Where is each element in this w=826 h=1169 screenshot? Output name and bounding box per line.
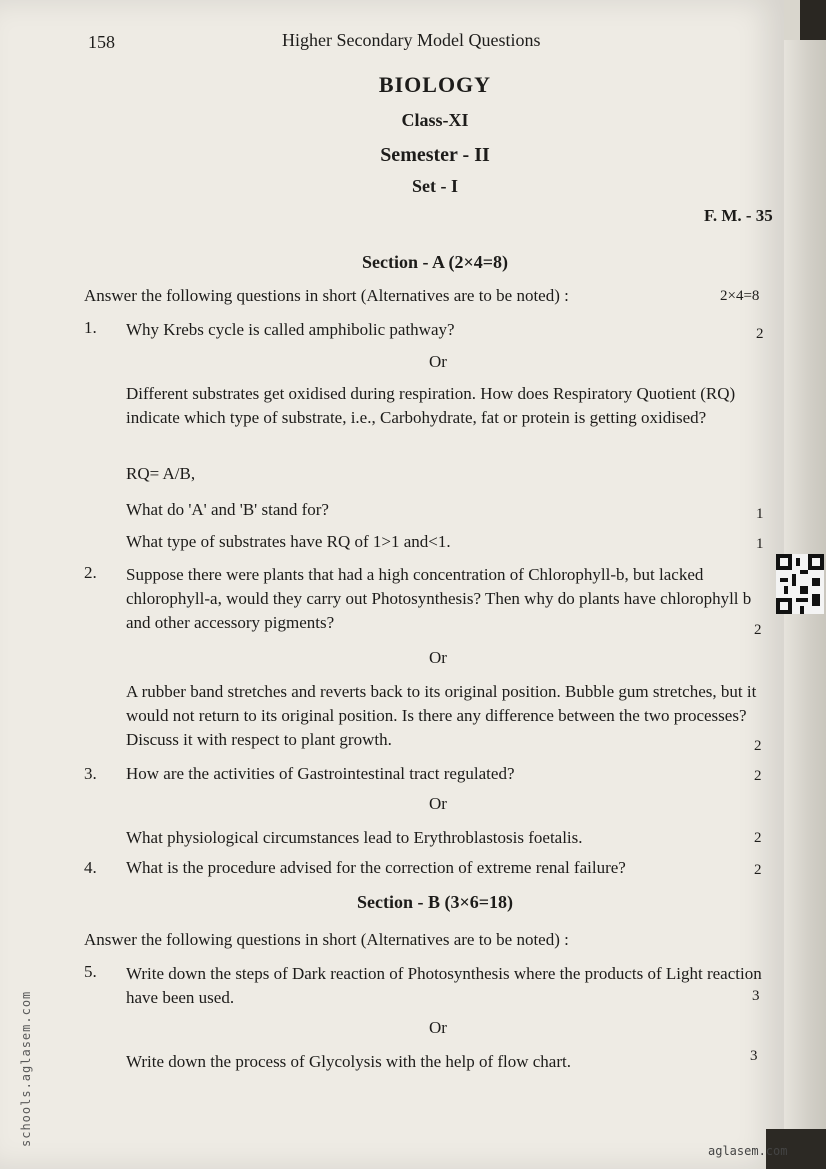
q1-sub1: What do 'A' and 'B' stand for? — [126, 500, 329, 519]
q3-alt-marks: 2 — [754, 830, 762, 846]
q3-text: How are the activities of Gastrointestinal tract regulated? — [126, 764, 515, 783]
q1-sub2: What type of substrates have RQ of 1>1 and<1. — [126, 532, 451, 551]
q5-alt-text: Write down the process of Glycolysis with the help of flow chart. — [126, 1052, 571, 1071]
q2-or: Or — [429, 648, 447, 667]
q2-marks: 2 — [754, 622, 762, 638]
section-b-heading: Section - B (3×6=18) — [357, 892, 513, 912]
section-a-instruction: Answer the following questions in short (Alternatives are to be noted) : — [84, 286, 569, 305]
q2-text: Suppose there were plants that had a high concentration of Chlorophyll-b, but lacked chlorophyll-a, would they carry out Photosynthesis? Then why do plants have chlorophyll b and other accessory pigments? — [126, 565, 752, 632]
section-a-instruction-marks: 2×4=8 — [720, 288, 760, 304]
semester-label: Semester - II — [380, 144, 490, 166]
set-label: Set - I — [412, 176, 458, 196]
q2-alt-text: A rubber band stretches and reverts back to its original position. Bubble gum stretches, but it would not return to its original position. Is there any difference between the two processes? Discuss it with respect to plant growth. — [126, 682, 757, 749]
running-head: Higher Secondary Model Questions — [282, 30, 541, 50]
q1-marks: 2 — [756, 326, 764, 342]
q3-marks: 2 — [754, 768, 762, 784]
bottom-watermark: aglasem.com — [708, 1144, 788, 1158]
q5-marks: 3 — [752, 988, 760, 1004]
subject-title: BIOLOGY — [378, 72, 492, 97]
q5-number: 5. — [84, 962, 97, 981]
q5-alt-marks: 3 — [750, 1048, 758, 1064]
q1-number: 1. — [84, 318, 97, 337]
q5-or: Or — [429, 1018, 447, 1037]
book-edge-top — [800, 0, 826, 40]
qr-code-icon — [776, 553, 824, 615]
q1-alt-text: Different substrates get oxidised during respiration. How does Respiratory Quotient (RQ) indicate which type of substrate, i.e., Carbohydrate, fat or protein is getting oxidised? — [126, 384, 736, 427]
section-a-heading: Section - A (2×4=8) — [361, 252, 508, 272]
q1-or: Or — [429, 352, 447, 371]
side-watermark: schools.aglasem.com — [19, 990, 33, 1147]
q1-sub2-marks: 1 — [756, 536, 764, 552]
q4-text: What is the procedure advised for the correction of extreme renal failure? — [126, 858, 626, 877]
full-marks: F. M. - 35 — [704, 206, 773, 225]
q3-number: 3. — [84, 764, 97, 783]
q2-alt-marks: 2 — [754, 738, 762, 754]
q4-marks: 2 — [754, 862, 762, 878]
q1-text: Why Krebs cycle is called amphibolic pathway? — [126, 320, 455, 339]
q5-text: Write down the steps of Dark reaction of Photosynthesis where the products of Light reaction have been used. — [126, 964, 762, 1007]
page-number: 158 — [88, 32, 115, 52]
q2-number: 2. — [84, 563, 97, 582]
q3-alt-text: What physiological circumstances lead to Erythroblastosis foetalis. — [126, 828, 583, 847]
q3-or: Or — [429, 794, 447, 813]
q4-number: 4. — [84, 858, 97, 877]
q1-sub1-marks: 1 — [756, 506, 764, 522]
class-label: Class-XI — [401, 110, 469, 130]
q1-formula: RQ= A/B, — [126, 464, 196, 483]
section-b-instruction: Answer the following questions in short (Alternatives are to be noted) : — [84, 930, 569, 949]
